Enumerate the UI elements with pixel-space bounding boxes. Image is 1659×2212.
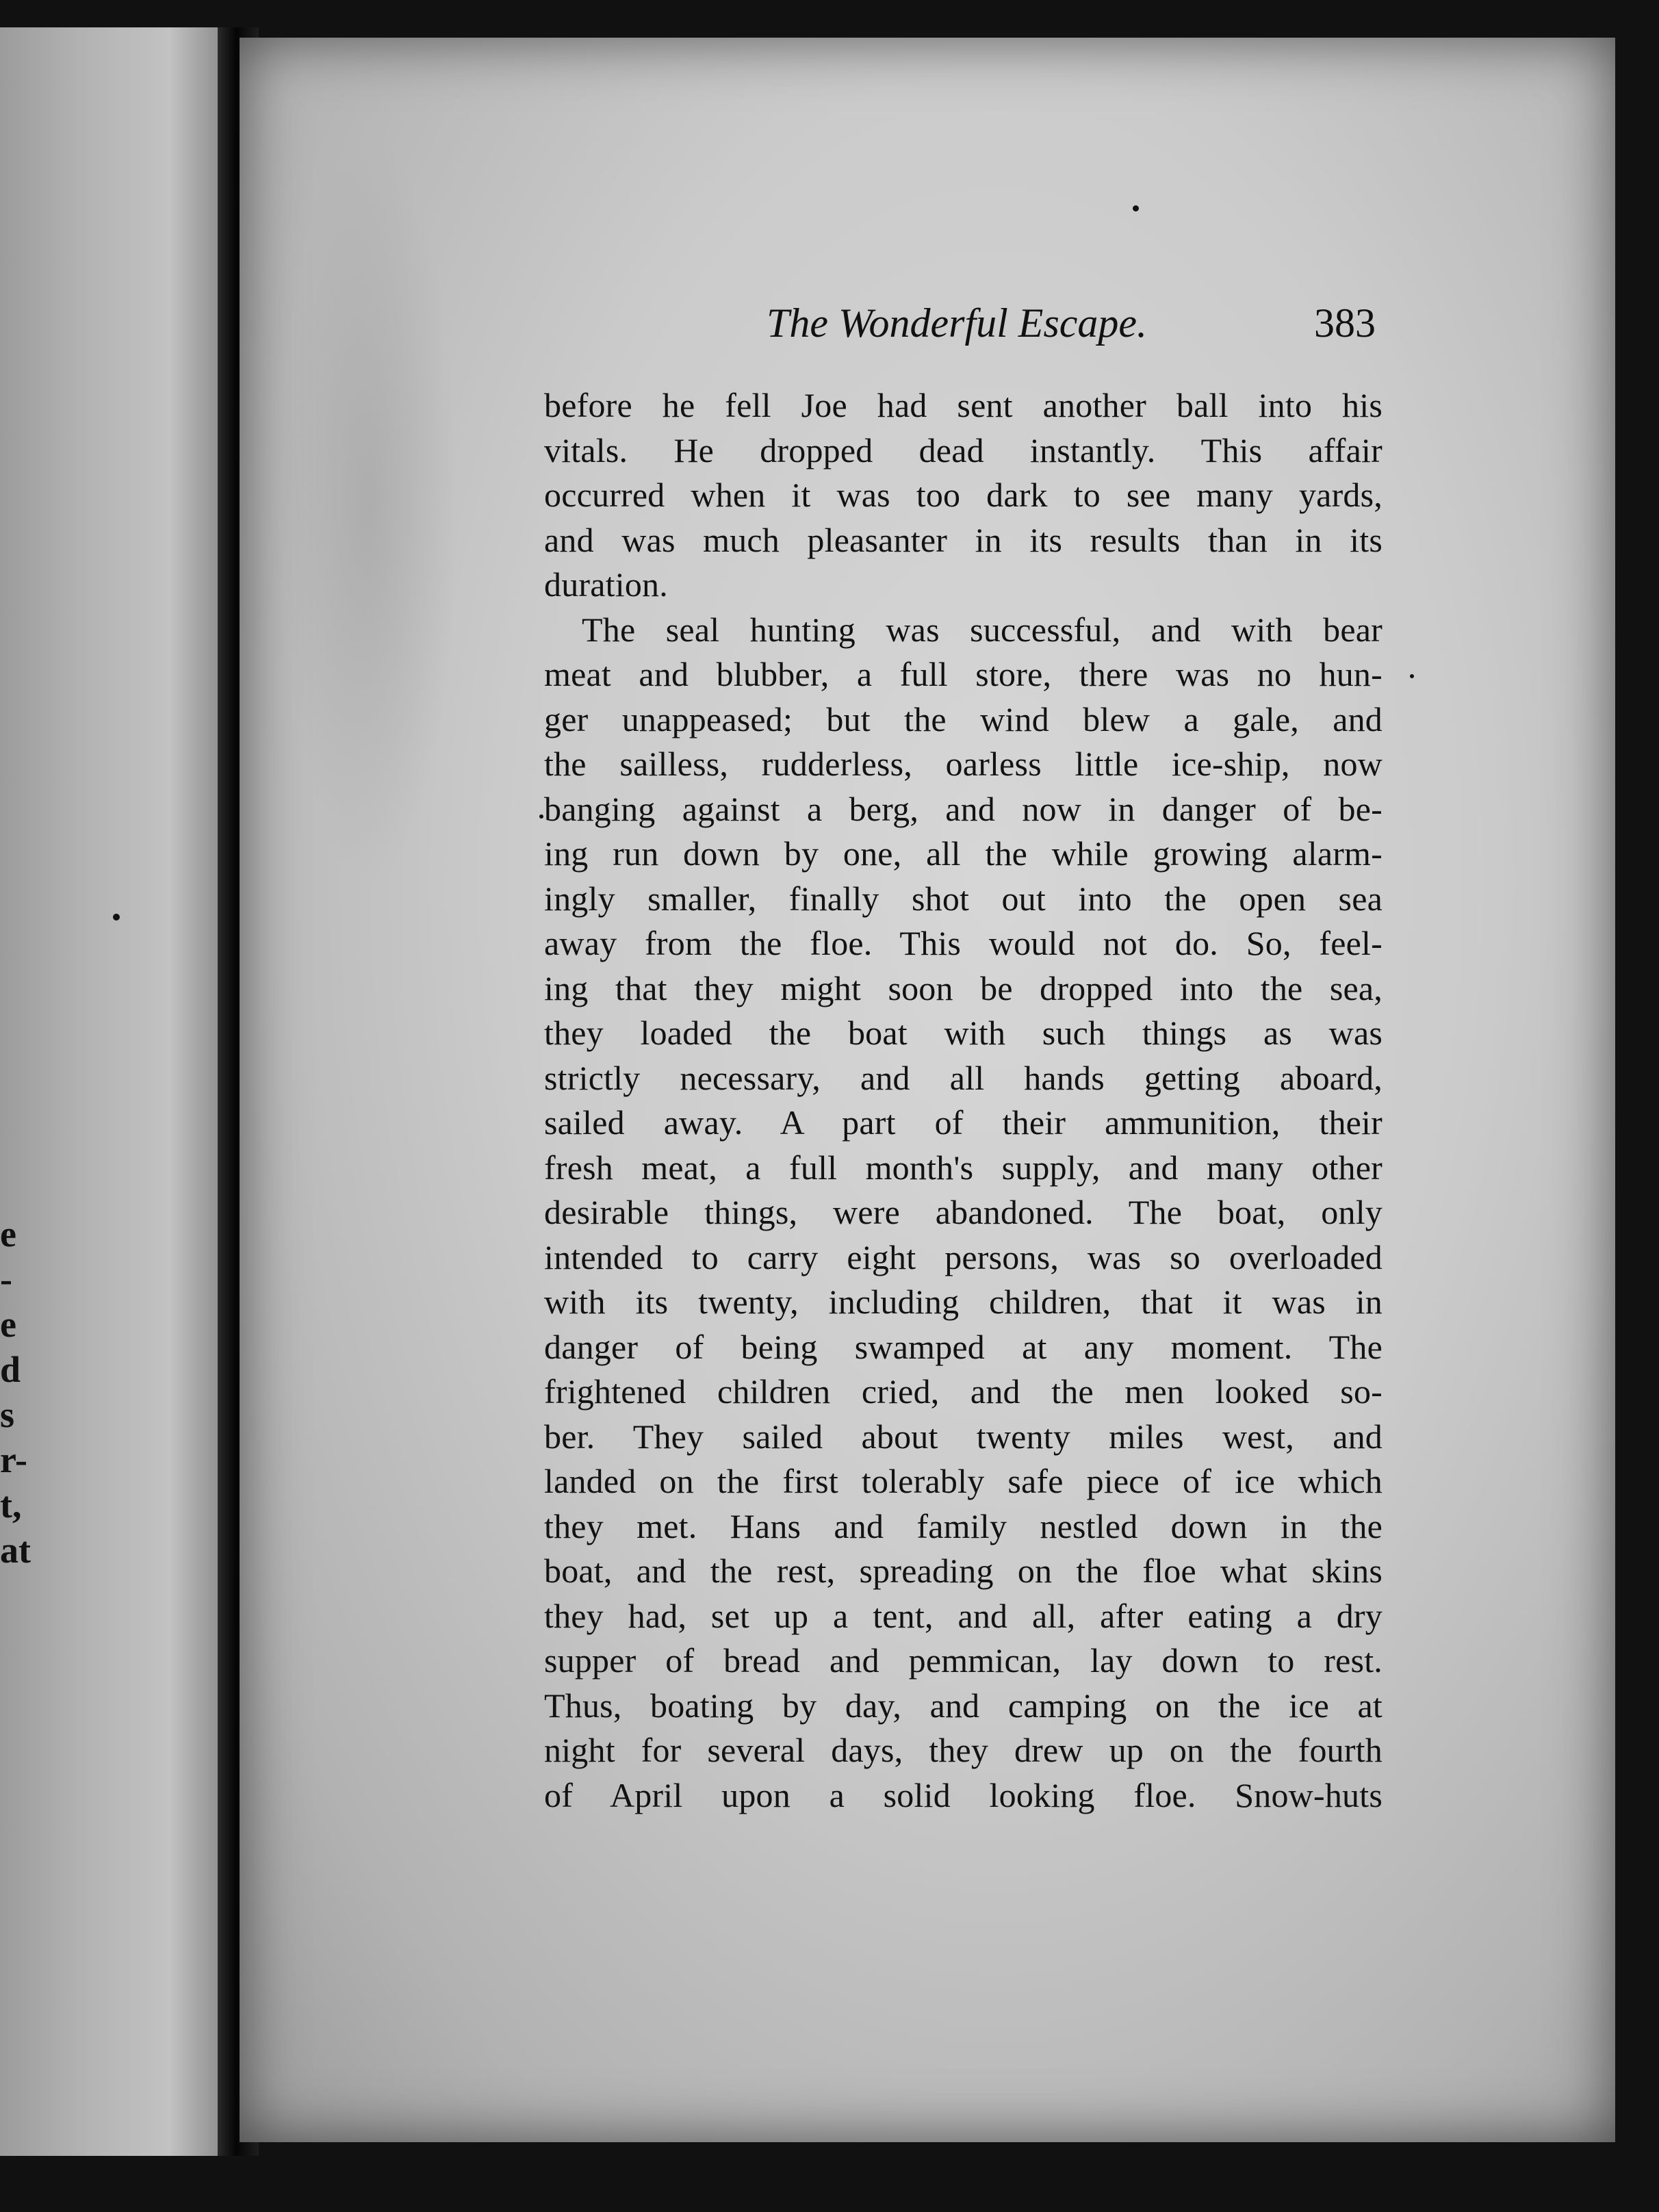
text-line: frightened children cried, and the men looked so- — [544, 1372, 1382, 1411]
text-line: desirable things, were abandoned. The boat, only — [544, 1193, 1382, 1231]
text-line: The seal hunting was successful, and with bear — [582, 610, 1382, 649]
fragment-line: r- — [0, 1439, 27, 1480]
text-line: meat and blubber, a full store, there was no hun- — [544, 655, 1382, 693]
scan-speck — [539, 814, 543, 819]
fragment-line: at — [0, 1530, 31, 1571]
fragment-line: e — [0, 1304, 16, 1345]
text-line: and was much pleasanter in its results than in its — [544, 520, 1382, 559]
text-line: sailed away. A part of their ammunition, their — [544, 1103, 1382, 1142]
fragment-line: e — [0, 1213, 16, 1255]
scan-speck — [1133, 205, 1139, 211]
text-line: ger unappeased; but the wind blew a gale, and — [544, 699, 1382, 738]
body-text — [544, 383, 1382, 1818]
text-line: with its twenty, including children, that it was in — [544, 1283, 1382, 1321]
fragment-line: - — [0, 1259, 12, 1300]
page-number: 383 — [1314, 300, 1376, 346]
scan-speck — [113, 914, 120, 921]
text-line: landed on the first tolerably safe piece of ice which — [544, 1462, 1382, 1500]
text-line: the sailless, rudderless, oarless little ice-ship, now — [544, 745, 1382, 783]
text-line: banging against a berg, and now in danger of be- — [544, 789, 1382, 828]
facing-page-fragment — [0, 27, 226, 2156]
text-line: boat, and the rest, spreading on the floe what skins — [544, 1552, 1382, 1590]
text-line: duration. — [544, 565, 668, 604]
text-line: ber. They sailed about twenty miles west, and — [544, 1417, 1382, 1456]
fragment-line: s — [0, 1394, 15, 1435]
text-line: of April upon a solid looking floe. Snow-huts — [544, 1775, 1382, 1814]
facing-page-text-fragments — [0, 1211, 31, 1573]
text-line: fresh meat, a full month's supply, and many other — [544, 1148, 1382, 1187]
text-line: they met. Hans and family nestled down in the — [544, 1506, 1382, 1545]
text-line: Thus, boating by day, and camping on the ice at — [544, 1686, 1382, 1725]
text-line: away from the floe. This would not do. So, feel- — [544, 924, 1382, 962]
running-head — [767, 300, 1382, 361]
page-stain — [281, 133, 459, 886]
text-line: intended to carry eight persons, was so overloaded — [544, 1237, 1382, 1276]
text-line: ingly smaller, finally shot out into the open sea — [544, 879, 1382, 918]
text-line: they loaded the boat with such things as was — [544, 1014, 1382, 1052]
text-line: vitals. He dropped dead instantly. This affair — [544, 430, 1382, 470]
text-line: occurred when it was too dark to see many yards, — [544, 476, 1382, 514]
text-line: supper of bread and pemmican, lay down to rest. — [544, 1641, 1382, 1680]
text-line: they had, set up a tent, and all, after eating a dry — [544, 1596, 1382, 1635]
text-line: danger of being swamped at any moment. The — [544, 1327, 1382, 1366]
fragment-line: d — [0, 1349, 21, 1390]
text-line: ing run down by one, all the while growing alarm- — [544, 834, 1382, 873]
text-line: ing that they might soon be dropped into the sea, — [544, 968, 1382, 1007]
running-title: The Wonderful Escape. — [767, 300, 1148, 346]
text-line: before he fell Joe had sent another ball into his — [544, 386, 1382, 424]
scan-speck — [1410, 674, 1414, 678]
fragment-line: t, — [0, 1484, 22, 1526]
text-line: night for several days, they drew up on the fourth — [544, 1731, 1382, 1769]
text-line: strictly necessary, and all hands getting aboard, — [544, 1058, 1382, 1097]
